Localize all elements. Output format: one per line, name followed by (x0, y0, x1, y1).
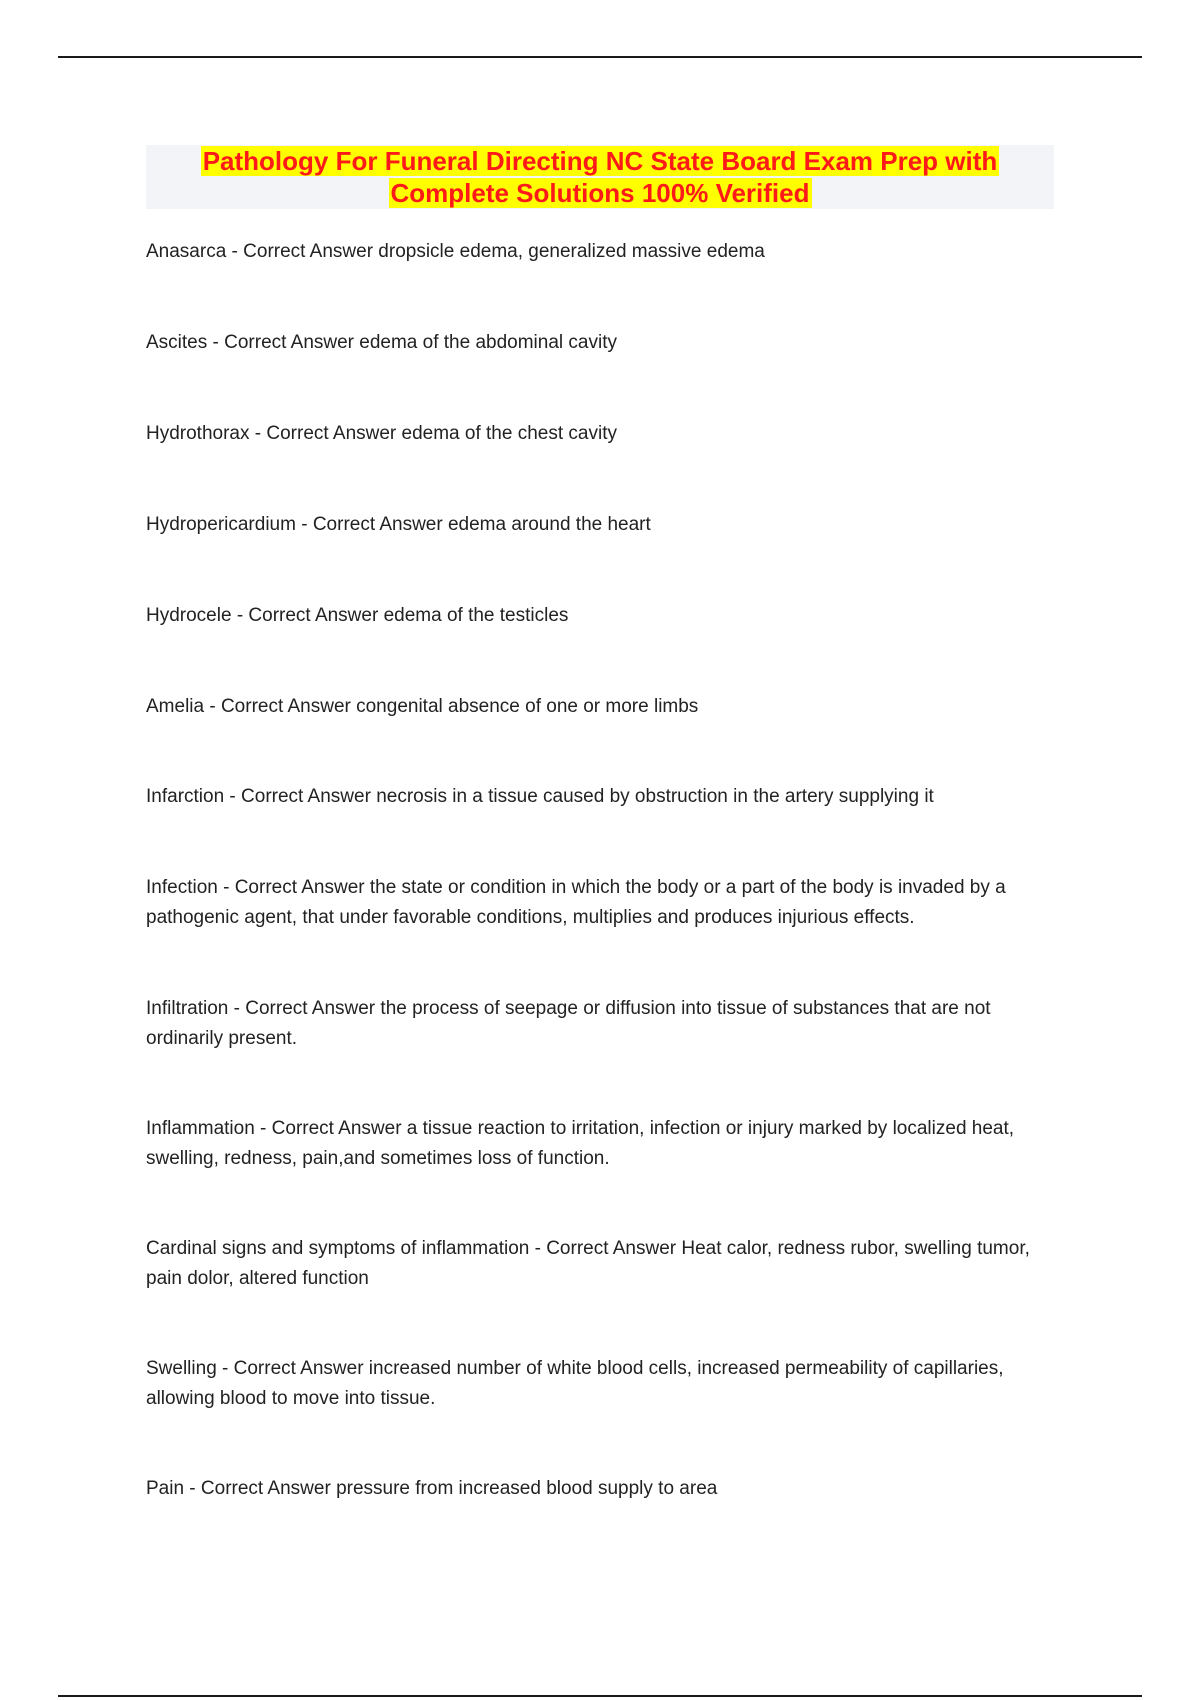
title-line-1: Pathology For Funeral Directing NC State Board Exam Prep with (202, 146, 998, 176)
document-title (146, 145, 1054, 209)
qa-entry-infection: Infection - Correct Answer the state or condition in which the body or a part of the body is invaded by a pathogenic agent, that under favorable conditions, multiplies and produces injurious effects. (146, 877, 1006, 928)
qa-entry-anasarca: Anasarca - Correct Answer dropsicle edema, generalized massive edema (146, 241, 765, 262)
qa-entry-swelling: Swelling - Correct Answer increased number of white blood cells, increased permeability of capillaries, allowing blood to move into tissue. (146, 1358, 1004, 1409)
qa-entry-hydrothorax: Hydrothorax - Correct Answer edema of the chest cavity (146, 423, 617, 444)
qa-entry-inflammation: Inflammation - Correct Answer a tissue reaction to irritation, infection or injury marked by localized heat, swelling, redness, pain,and sometimes loss of function. (146, 1118, 1015, 1169)
footer-rule (58, 1695, 1142, 1697)
qa-entry-hydrocele: Hydrocele - Correct Answer edema of the testicles (146, 605, 569, 626)
qa-entry-hydropericardium: Hydropericardium - Correct Answer edema around the heart (146, 514, 651, 535)
header-rule (58, 56, 1142, 58)
qa-entry-infiltration: Infiltration - Correct Answer the process of seepage or diffusion into tissue of substances that are not ordinarily present. (146, 998, 991, 1049)
qa-entry-amelia: Amelia - Correct Answer congenital absence of one or more limbs (146, 696, 699, 717)
qa-entry-cardinal-signs: Cardinal signs and symptoms of inflammation - Correct Answer Heat calor, redness rubor, swelling tumor, pain dolor, altered function (146, 1238, 1030, 1289)
qa-entry-ascites: Ascites - Correct Answer edema of the abdominal cavity (146, 332, 617, 353)
qa-entry-infarction: Infarction - Correct Answer necrosis in a tissue caused by obstruction in the artery supplying it (146, 786, 934, 807)
qa-entry-pain: Pain - Correct Answer pressure from increased blood supply to area (146, 1478, 718, 1499)
title-line-2: Complete Solutions 100% Verified (390, 178, 810, 208)
